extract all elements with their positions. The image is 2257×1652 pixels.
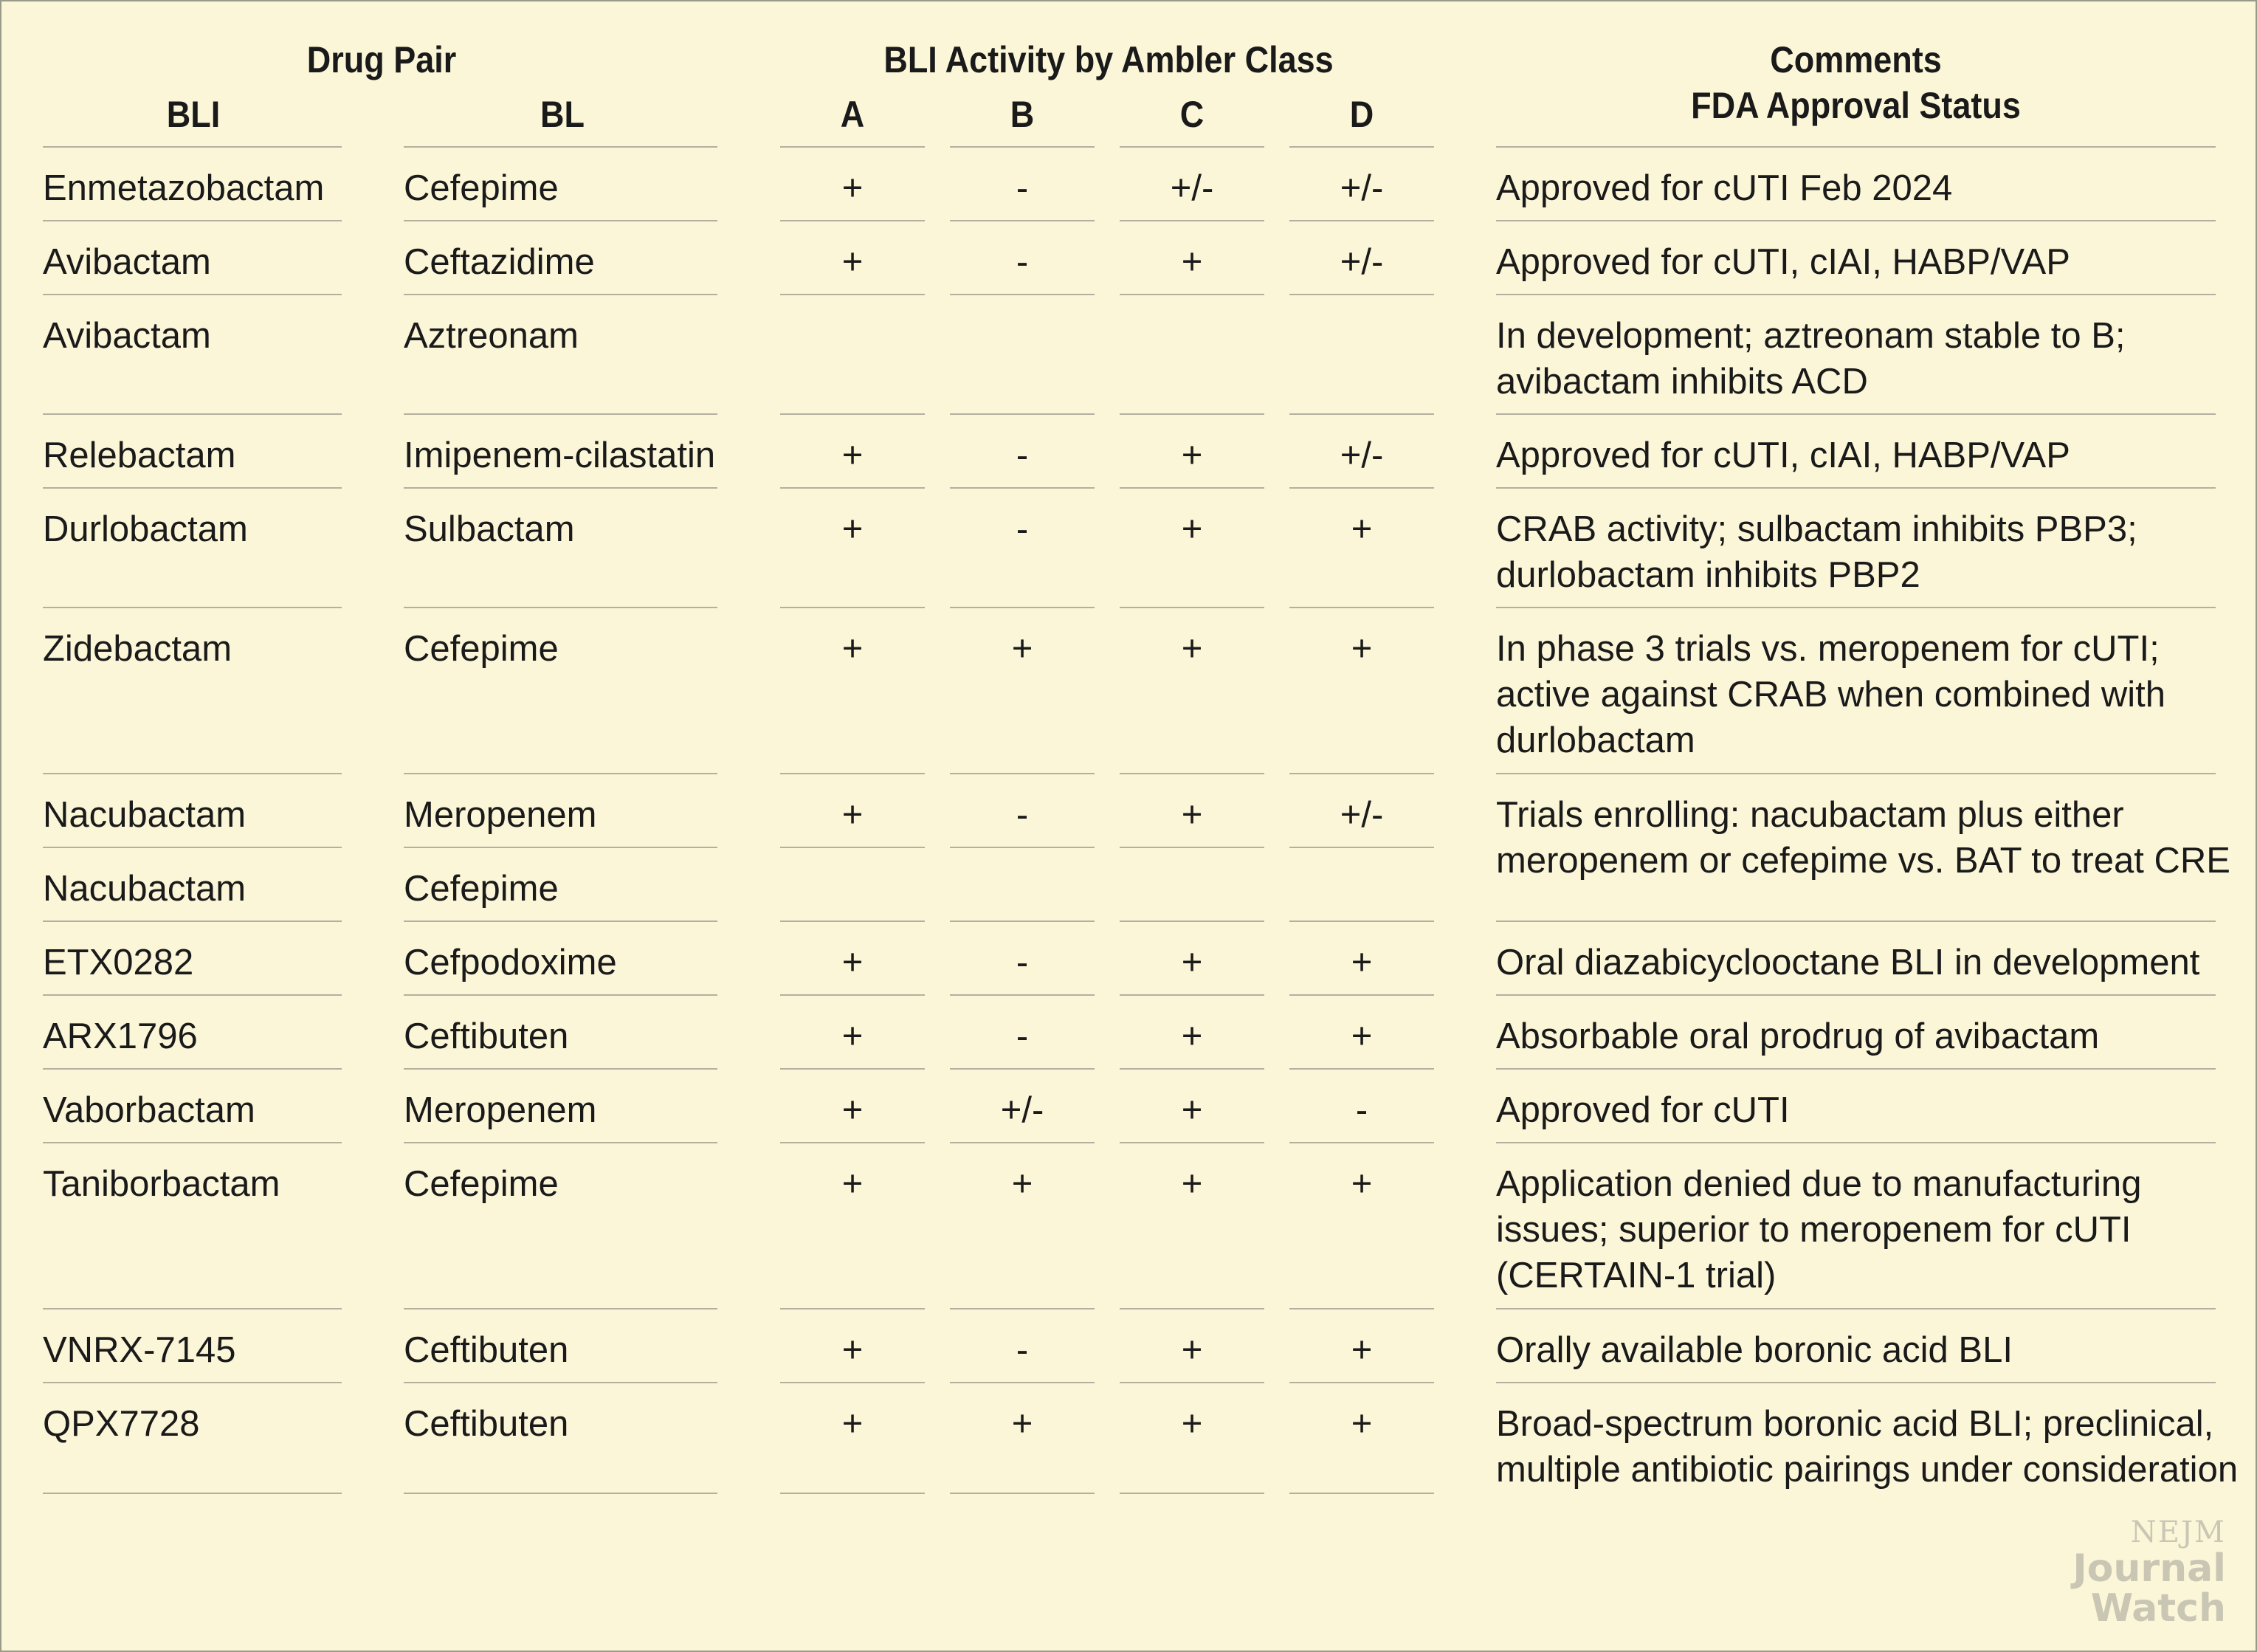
- row-rule: [1289, 1068, 1434, 1070]
- cell-bli: Durlobactam: [43, 509, 248, 549]
- header-comments: Comments: [1770, 39, 1942, 80]
- header-rule: [404, 146, 717, 148]
- row-rule: [43, 607, 342, 608]
- cell-class-a: +: [841, 168, 864, 208]
- cell-comment: Approved for cUTI, cIAI, HABP/VAP: [1496, 436, 2070, 475]
- cell-bl: Cefepime: [404, 1164, 559, 1204]
- row-rule: [780, 773, 925, 774]
- cell-bli: Taniborbactam: [43, 1164, 280, 1204]
- cell-bli: Vaborbactam: [43, 1090, 255, 1130]
- row-rule: [1289, 847, 1434, 848]
- cell-bli: Nacubactam: [43, 869, 247, 909]
- row-rule: [950, 1382, 1095, 1383]
- cell-class-c: +: [1181, 1090, 1203, 1130]
- cell-class-b: +: [1011, 1404, 1033, 1444]
- row-rule: [1496, 607, 2216, 608]
- row-rule: [950, 487, 1095, 489]
- row-rule: [1120, 994, 1264, 996]
- cell-bli: QPX7728: [43, 1404, 200, 1444]
- row-rule: [43, 847, 342, 848]
- cell-class-b: +: [1011, 629, 1033, 669]
- row-rule: [1289, 1493, 1434, 1494]
- header-rule: [1120, 146, 1264, 148]
- header-class-c: C: [1179, 94, 1205, 135]
- cell-comment: (CERTAIN-1 trial): [1496, 1256, 1777, 1295]
- cell-class-c: +: [1181, 509, 1203, 549]
- row-rule: [404, 1308, 717, 1309]
- row-rule: [950, 1493, 1095, 1494]
- cell-comment: Approved for cUTI, cIAI, HABP/VAP: [1496, 242, 2070, 282]
- cell-class-b: +: [1011, 1164, 1033, 1204]
- row-rule: [780, 1308, 925, 1309]
- row-rule: [1120, 1493, 1264, 1494]
- row-rule: [1120, 1308, 1264, 1309]
- row-rule: [780, 994, 925, 996]
- cell-class-a: +: [841, 1016, 864, 1056]
- cell-class-c: +: [1181, 943, 1203, 982]
- cell-class-c: +: [1181, 242, 1203, 282]
- cell-bli: VNRX-7145: [43, 1330, 236, 1370]
- header-bli: BLI: [166, 94, 221, 135]
- row-rule: [780, 1493, 925, 1494]
- cell-comment: durlobactam: [1496, 720, 1695, 760]
- cell-bli: Relebactam: [43, 436, 236, 475]
- row-rule: [43, 1382, 342, 1383]
- cell-class-d: +: [1351, 943, 1373, 982]
- row-rule: [404, 1068, 717, 1070]
- cell-class-d: +/-: [1340, 436, 1384, 475]
- cell-bli: Avibactam: [43, 316, 211, 356]
- cell-class-b: -: [1016, 1016, 1029, 1056]
- cell-class-d: -: [1355, 1090, 1368, 1130]
- row-rule: [1289, 994, 1434, 996]
- row-rule: [1496, 994, 2216, 996]
- cell-class-b: -: [1016, 943, 1029, 982]
- row-rule: [950, 1308, 1095, 1309]
- row-rule: [1496, 220, 2216, 221]
- cell-class-c: +: [1181, 1330, 1203, 1370]
- row-rule: [404, 1142, 717, 1143]
- cell-class-b: -: [1016, 795, 1029, 835]
- cell-class-d: +: [1351, 629, 1373, 669]
- journal-watch-logo: [2072, 1515, 2226, 1631]
- row-rule: [404, 994, 717, 996]
- cell-class-d: +/-: [1340, 168, 1384, 208]
- row-rule: [1496, 487, 2216, 489]
- cell-bl: Ceftibuten: [404, 1330, 569, 1370]
- cell-class-d: +: [1351, 509, 1373, 549]
- row-rule: [43, 1142, 342, 1143]
- cell-class-a: +: [841, 1404, 864, 1444]
- cell-class-b: +/-: [1000, 1090, 1044, 1130]
- row-rule: [1120, 920, 1264, 922]
- row-rule: [43, 220, 342, 221]
- row-rule: [1289, 1308, 1434, 1309]
- cell-class-b: -: [1016, 509, 1029, 549]
- row-rule: [404, 1382, 717, 1383]
- header-activity: BLI Activity by Ambler Class: [883, 39, 1334, 80]
- cell-bl: Imipenem-cilastatin: [404, 436, 716, 475]
- row-rule: [780, 920, 925, 922]
- row-rule: [1496, 1068, 2216, 1070]
- cell-class-a: +: [841, 509, 864, 549]
- row-rule: [1289, 413, 1434, 415]
- cell-class-b: -: [1016, 1330, 1029, 1370]
- row-rule: [1120, 1142, 1264, 1143]
- cell-bl: Aztreonam: [404, 316, 579, 356]
- cell-comment: Approved for cUTI Feb 2024: [1496, 168, 1953, 208]
- cell-bl: Ceftibuten: [404, 1404, 569, 1444]
- row-rule: [43, 920, 342, 922]
- row-rule: [404, 220, 717, 221]
- row-rule: [1496, 773, 2216, 774]
- row-rule: [780, 847, 925, 848]
- cell-bli: Enmetazobactam: [43, 168, 325, 208]
- cell-class-a: +: [841, 1090, 864, 1130]
- row-rule: [43, 1068, 342, 1070]
- cell-class-c: +: [1181, 436, 1203, 475]
- row-rule: [780, 1068, 925, 1070]
- cell-class-c: +: [1181, 1404, 1203, 1444]
- cell-bl: Ceftazidime: [404, 242, 595, 282]
- row-rule: [950, 413, 1095, 415]
- cell-class-c: +: [1181, 629, 1203, 669]
- cell-comment: Application denied due to manufacturing: [1496, 1164, 2142, 1204]
- row-rule: [404, 773, 717, 774]
- header-bl: BL: [540, 94, 585, 135]
- cell-class-d: +/-: [1340, 795, 1384, 835]
- cell-class-a: +: [841, 629, 864, 669]
- row-rule: [780, 607, 925, 608]
- cell-comment: Trials enrolling: nacubactam plus either: [1496, 795, 2124, 835]
- cell-bl: Meropenem: [404, 1090, 597, 1130]
- row-rule: [1120, 1382, 1264, 1383]
- row-rule: [1496, 920, 2216, 922]
- row-rule: [404, 294, 717, 295]
- cell-class-c: +: [1181, 1016, 1203, 1056]
- row-rule: [1120, 487, 1264, 489]
- cell-class-c: +/-: [1170, 168, 1214, 208]
- row-rule: [1120, 220, 1264, 221]
- row-rule: [404, 920, 717, 922]
- logo-line-1: Journal: [2072, 1546, 2226, 1591]
- cell-class-b: -: [1016, 168, 1029, 208]
- row-rule: [950, 607, 1095, 608]
- cell-bl: Cefepime: [404, 168, 559, 208]
- cell-bl: Ceftibuten: [404, 1016, 569, 1056]
- cell-class-d: +: [1351, 1330, 1373, 1370]
- row-rule: [43, 994, 342, 996]
- row-rule: [1496, 294, 2216, 295]
- row-rule: [950, 994, 1095, 996]
- row-rule: [1289, 920, 1434, 922]
- cell-class-d: +: [1351, 1404, 1373, 1444]
- row-rule: [950, 920, 1095, 922]
- row-rule: [1496, 1382, 2216, 1383]
- row-rule: [1120, 1068, 1264, 1070]
- row-rule: [404, 847, 717, 848]
- row-rule: [1289, 607, 1434, 608]
- cell-class-b: -: [1016, 242, 1029, 282]
- row-rule: [950, 220, 1095, 221]
- row-rule: [780, 487, 925, 489]
- cell-bl: Cefepime: [404, 629, 559, 669]
- row-rule: [43, 1308, 342, 1309]
- nejm-mark: NEJM: [2130, 1515, 2226, 1549]
- logo-line-2: Watch: [2090, 1586, 2226, 1631]
- row-rule: [1496, 1142, 2216, 1143]
- cell-comment: durlobactam inhibits PBP2: [1496, 555, 1920, 595]
- cell-comment: Absorbable oral prodrug of avibactam: [1496, 1016, 2100, 1056]
- row-rule: [1289, 220, 1434, 221]
- cell-comment: multiple antibiotic pairings under consideration: [1496, 1450, 2239, 1490]
- header-rule: [43, 146, 342, 148]
- row-rule: [950, 847, 1095, 848]
- row-rule: [1120, 773, 1264, 774]
- cell-class-a: +: [841, 795, 864, 835]
- row-rule: [1496, 413, 2216, 415]
- cell-comment: issues; superior to meropenem for cUTI: [1496, 1210, 2132, 1250]
- header-class-a: A: [840, 94, 865, 135]
- cell-class-d: +/-: [1340, 242, 1384, 282]
- row-rule: [1289, 773, 1434, 774]
- row-rule: [1120, 847, 1264, 848]
- row-rule: [404, 487, 717, 489]
- row-rule: [950, 1142, 1095, 1143]
- cell-comment: In phase 3 trials vs. meropenem for cUTI;: [1496, 629, 2160, 669]
- cell-bl: Cefpodoxime: [404, 943, 617, 982]
- row-rule: [1289, 1382, 1434, 1383]
- cell-bli: Zidebactam: [43, 629, 232, 669]
- cell-class-a: +: [841, 943, 864, 982]
- header-class-d: D: [1349, 94, 1374, 135]
- cell-comment: Approved for cUTI: [1496, 1090, 1790, 1130]
- header-fda: FDA Approval Status: [1691, 85, 2021, 126]
- cell-comment: active against CRAB when combined with: [1496, 675, 2165, 715]
- row-rule: [1289, 1142, 1434, 1143]
- cell-comment: In development; aztreonam stable to B;: [1496, 316, 2126, 356]
- cell-comment: Orally available boronic acid BLI: [1496, 1330, 2013, 1370]
- header-rule: [950, 146, 1095, 148]
- header-rule: [1289, 146, 1434, 148]
- cell-bli: ARX1796: [43, 1016, 198, 1056]
- cell-class-c: +: [1181, 1164, 1203, 1204]
- row-rule: [950, 773, 1095, 774]
- header-drug-pair: Drug Pair: [306, 39, 457, 80]
- cell-comment: CRAB activity; sulbactam inhibits PBP3;: [1496, 509, 2137, 549]
- row-rule: [780, 413, 925, 415]
- cell-class-c: +: [1181, 795, 1203, 835]
- cell-bl: Meropenem: [404, 795, 597, 835]
- cell-bli: Avibactam: [43, 242, 211, 282]
- cell-class-d: +: [1351, 1164, 1373, 1204]
- cell-bl: Cefepime: [404, 869, 559, 909]
- row-rule: [1120, 607, 1264, 608]
- row-rule: [1120, 294, 1264, 295]
- cell-class-b: -: [1016, 436, 1029, 475]
- row-rule: [404, 1493, 717, 1494]
- row-rule: [1289, 294, 1434, 295]
- row-rule: [404, 607, 717, 608]
- cell-class-a: +: [841, 1164, 864, 1204]
- header-rule: [780, 146, 925, 148]
- cell-bl: Sulbactam: [404, 509, 575, 549]
- row-rule: [1120, 413, 1264, 415]
- row-rule: [780, 1142, 925, 1143]
- row-rule: [43, 487, 342, 489]
- cell-comment: meropenem or cefepime vs. BAT to treat CRE: [1496, 841, 2230, 881]
- row-rule: [43, 294, 342, 295]
- row-rule: [404, 413, 717, 415]
- cell-class-d: +: [1351, 1016, 1373, 1056]
- row-rule: [1496, 1308, 2216, 1309]
- row-rule: [1289, 487, 1434, 489]
- cell-comment: Oral diazabicyclooctane BLI in development: [1496, 943, 2200, 982]
- header-rule: [1496, 146, 2216, 148]
- row-rule: [950, 294, 1095, 295]
- cell-class-a: +: [841, 1330, 864, 1370]
- cell-comment: avibactam inhibits ACD: [1496, 362, 1868, 402]
- row-rule: [780, 294, 925, 295]
- cell-class-a: +: [841, 436, 864, 475]
- cell-bli: ETX0282: [43, 943, 194, 982]
- row-rule: [780, 220, 925, 221]
- header-class-b: B: [1010, 94, 1035, 135]
- cell-bli: Nacubactam: [43, 795, 247, 835]
- row-rule: [43, 1493, 342, 1494]
- row-rule: [780, 1382, 925, 1383]
- cell-comment: Broad-spectrum boronic acid BLI; preclinical,: [1496, 1404, 2214, 1444]
- cell-class-a: +: [841, 242, 864, 282]
- row-rule: [43, 413, 342, 415]
- row-rule: [950, 1068, 1095, 1070]
- row-rule: [43, 773, 342, 774]
